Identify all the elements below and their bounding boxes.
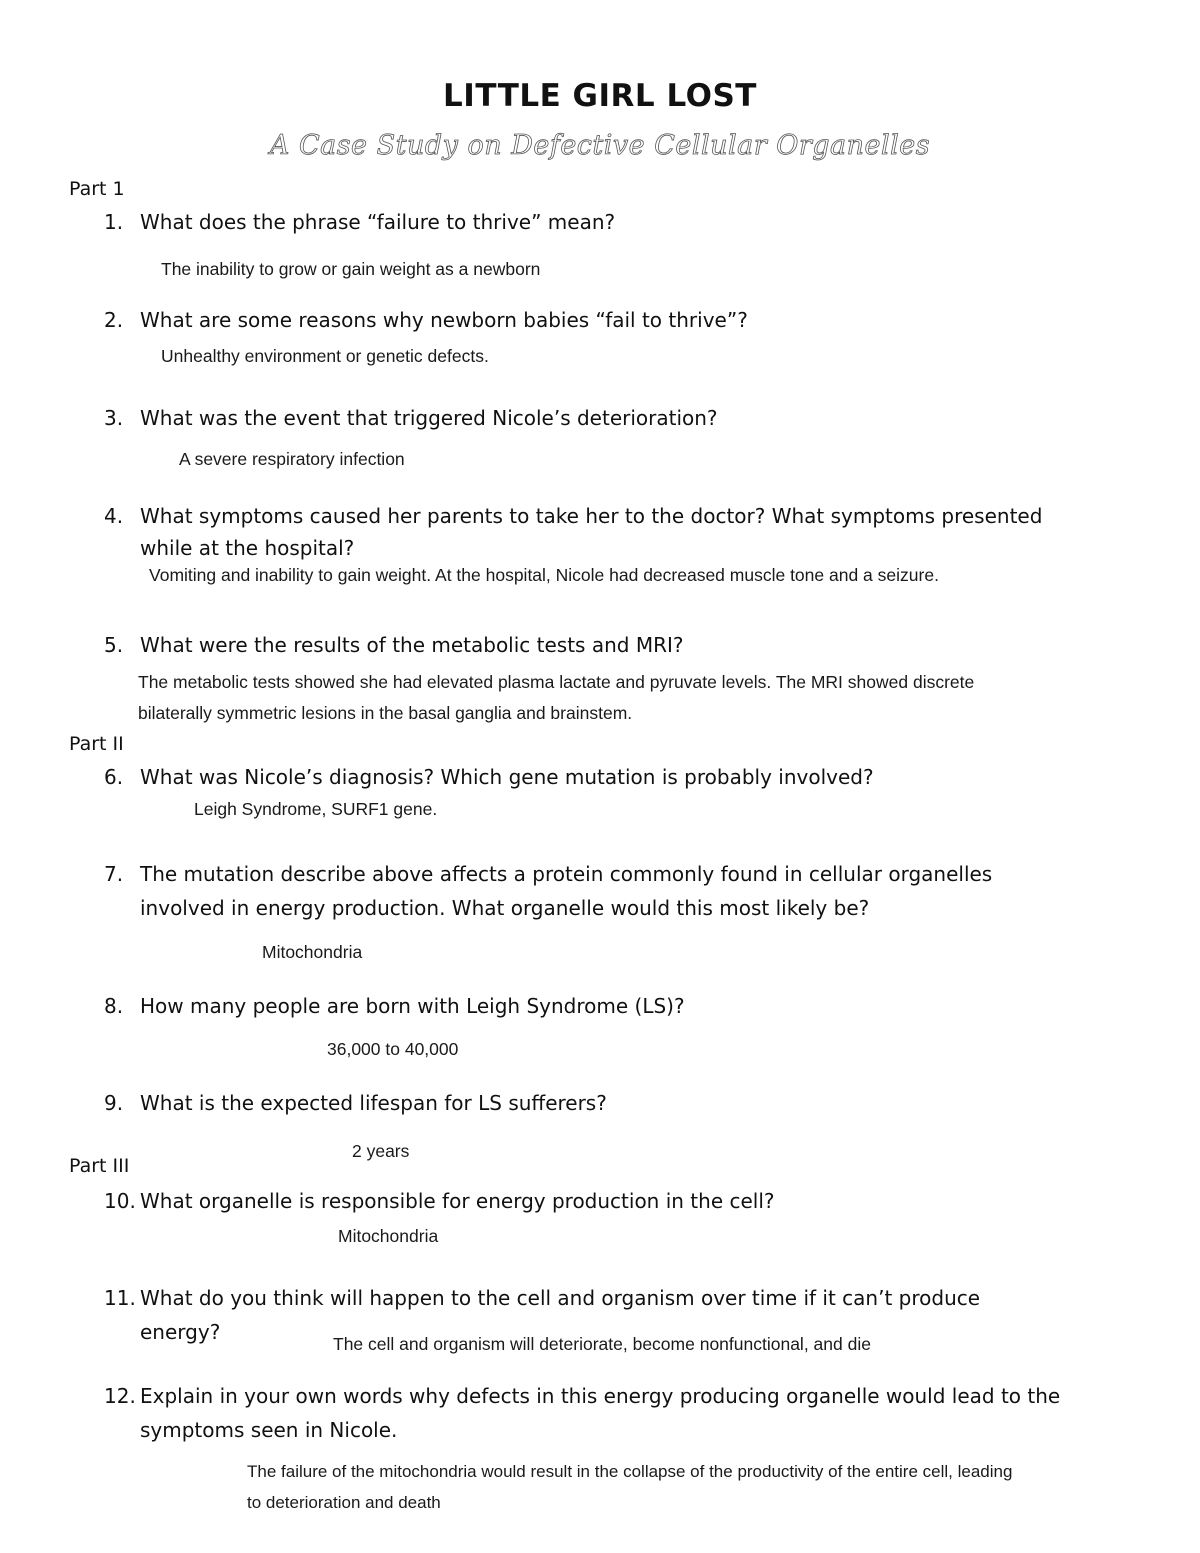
question-text: What is the expected lifespan for LS sufferers? <box>140 1091 607 1115</box>
answer-text: Mitochondria <box>262 942 363 962</box>
question-number: 3. <box>104 406 124 430</box>
answer-text: to deterioration and death <box>247 1493 441 1512</box>
document-subtitle: A Case Study on Defective Cellular Organelles <box>269 130 931 161</box>
question-text: symptoms seen in Nicole. <box>140 1418 398 1442</box>
question-number: 2. <box>104 308 124 332</box>
answer-text: Unhealthy environment or genetic defects. <box>161 346 489 366</box>
question-text: What were the results of the metabolic tests and MRI? <box>140 633 684 657</box>
question-number: 9. <box>104 1091 124 1115</box>
question-number: 11. <box>104 1286 136 1310</box>
part-heading: Part III <box>69 1155 130 1177</box>
question-text: What do you think will happen to the cell and organism over time if it can’t produce <box>140 1286 981 1310</box>
answer-text: 36,000 to 40,000 <box>327 1039 459 1059</box>
question-text: What organelle is responsible for energy production in the cell? <box>140 1189 775 1213</box>
question-number: 7. <box>104 862 124 886</box>
answer-text: bilaterally symmetric lesions in the basal ganglia and brainstem. <box>138 703 633 723</box>
question-number: 1. <box>104 210 124 234</box>
question-text: What was the event that triggered Nicole’s deterioration? <box>140 406 718 430</box>
question-text: energy? <box>140 1320 221 1344</box>
question-number: 6. <box>104 765 124 789</box>
question-text: involved in energy production. What organelle would this most likely be? <box>140 896 870 920</box>
answer-text: Vomiting and inability to gain weight. At the hospital, Nicole had decreased muscle tone and a seizure. <box>149 565 939 585</box>
answer-text: The cell and organism will deteriorate, become nonfunctional, and die <box>333 1334 871 1354</box>
part-heading: Part II <box>69 733 124 755</box>
part-heading: Part 1 <box>69 178 125 200</box>
question-number: 4. <box>104 504 124 528</box>
answer-text: The failure of the mitochondria would result in the collapse of the productivity of the entire cell, leading <box>247 1462 1013 1481</box>
question-number: 12. <box>104 1384 136 1408</box>
question-text: What are some reasons why newborn babies “fail to thrive”? <box>140 308 748 332</box>
question-text: What does the phrase “failure to thrive” mean? <box>140 210 616 234</box>
answer-text: Mitochondria <box>338 1226 439 1246</box>
question-text: How many people are born with Leigh Syndrome (LS)? <box>140 994 685 1018</box>
question-text: The mutation describe above affects a protein commonly found in cellular organelles <box>140 862 993 886</box>
question-number: 10. <box>104 1189 136 1213</box>
question-number: 5. <box>104 633 124 657</box>
question-text: while at the hospital? <box>140 536 355 560</box>
answer-text: 2 years <box>352 1141 410 1161</box>
question-text: Explain in your own words why defects in this energy producing organelle would lead to the <box>140 1384 1061 1408</box>
answer-text: A severe respiratory infection <box>179 449 405 469</box>
question-text: What was Nicole’s diagnosis? Which gene mutation is probably involved? <box>140 765 874 789</box>
answer-text: Leigh Syndrome, SURF1 gene. <box>194 799 438 819</box>
answer-text: The inability to grow or gain weight as a newborn <box>161 259 541 279</box>
document-title: LITTLE GIRL LOST <box>443 78 757 114</box>
answer-text: The metabolic tests showed she had elevated plasma lactate and pyruvate levels. The MRI showed discrete <box>138 672 975 692</box>
question-text: What symptoms caused her parents to take her to the doctor? What symptoms presented <box>140 504 1043 528</box>
question-number: 8. <box>104 994 124 1018</box>
